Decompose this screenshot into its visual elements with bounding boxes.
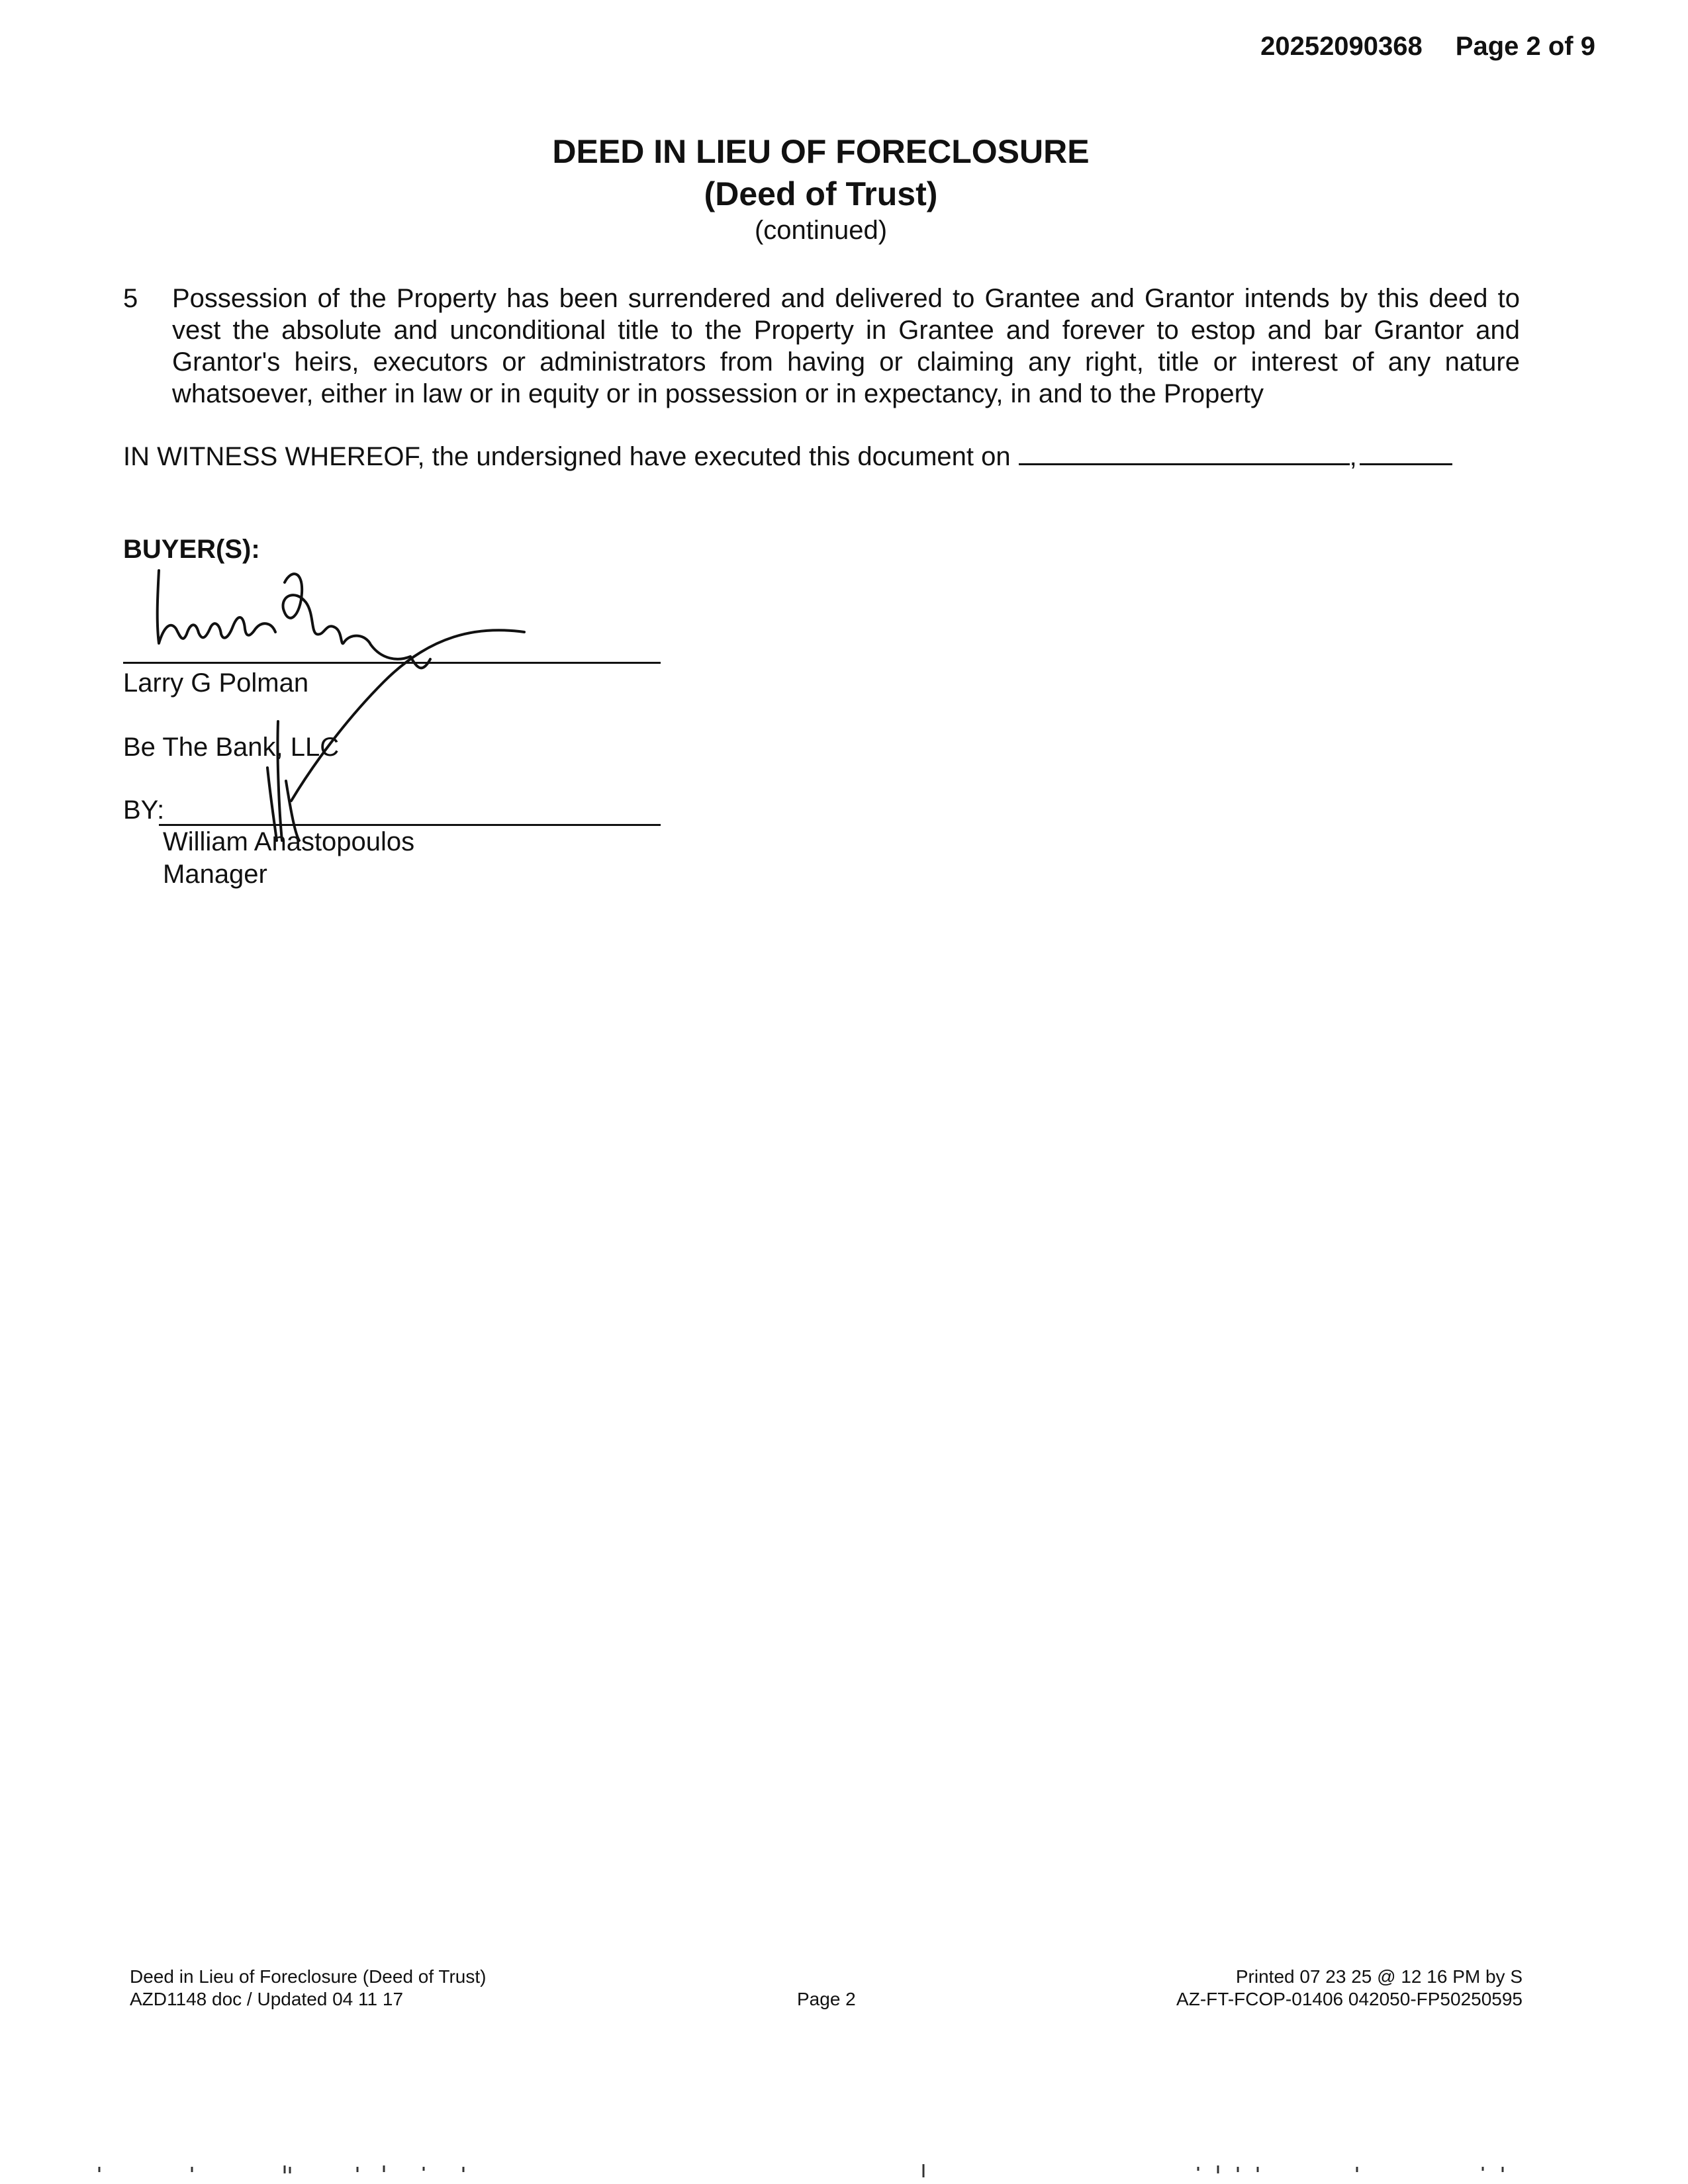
footer-right <box>1092 1966 1523 2011</box>
signer-2-title: Manager <box>163 860 267 889</box>
handwritten-signatures <box>0 0 1688 927</box>
continued-label: (continued) <box>754 216 888 245</box>
signature-william-check <box>291 630 524 801</box>
footer-page-number: Page 2 <box>797 1989 856 2009</box>
scan-artifact-marks <box>0 2164 1688 2184</box>
paragraph-number: 5 <box>123 284 138 313</box>
company-name: Be The Bank, LLC <box>123 733 340 762</box>
signature-larry-polman <box>158 570 430 668</box>
witness-text: IN WITNESS WHEREOF, the undersigned have executed this document on <box>123 442 1011 471</box>
footer-file-number: AZ-FT-FCOP-01406 042050-FP50250595 <box>1176 1989 1523 2009</box>
footer-form-title: Deed in Lieu of Foreclosure (Deed of Trust) <box>130 1966 487 1987</box>
document-subtitle: (Deed of Trust) <box>704 175 938 212</box>
buyers-heading: BUYER(S): <box>123 535 260 564</box>
date-separator: , <box>1349 442 1357 471</box>
by-label: BY: <box>123 796 165 825</box>
paragraph-text: Possession of the Property has been surrendered and delivered to Grantee and Grantor intends by this deed to vest the absolute and unconditional title to the Property in Grantee and forever to estop and bar Grantor and Grantor's heirs, executors or administrators from having or claiming any right, title or interest of any nature whatsoever, either in law or in equity or in possession or in expectancy, in and to the Property <box>172 284 1520 408</box>
footer-left <box>130 1966 486 2011</box>
footer-form-id: AZD1148 doc / Updated 04 11 17 <box>130 1989 404 2009</box>
signer-2-name: William Anastopoulos <box>163 827 415 856</box>
footer-printed-info: Printed 07 23 25 @ 12 16 PM by S <box>1235 1966 1523 1987</box>
signer-1-name: Larry G Polman <box>123 668 309 698</box>
recording-number: 20252090368 <box>1260 32 1423 61</box>
document-title: DEED IN LIEU OF FORECLOSURE <box>552 133 1090 170</box>
signature-william-initials <box>267 721 299 841</box>
page-of-indicator: Page 2 of 9 <box>1455 32 1595 61</box>
